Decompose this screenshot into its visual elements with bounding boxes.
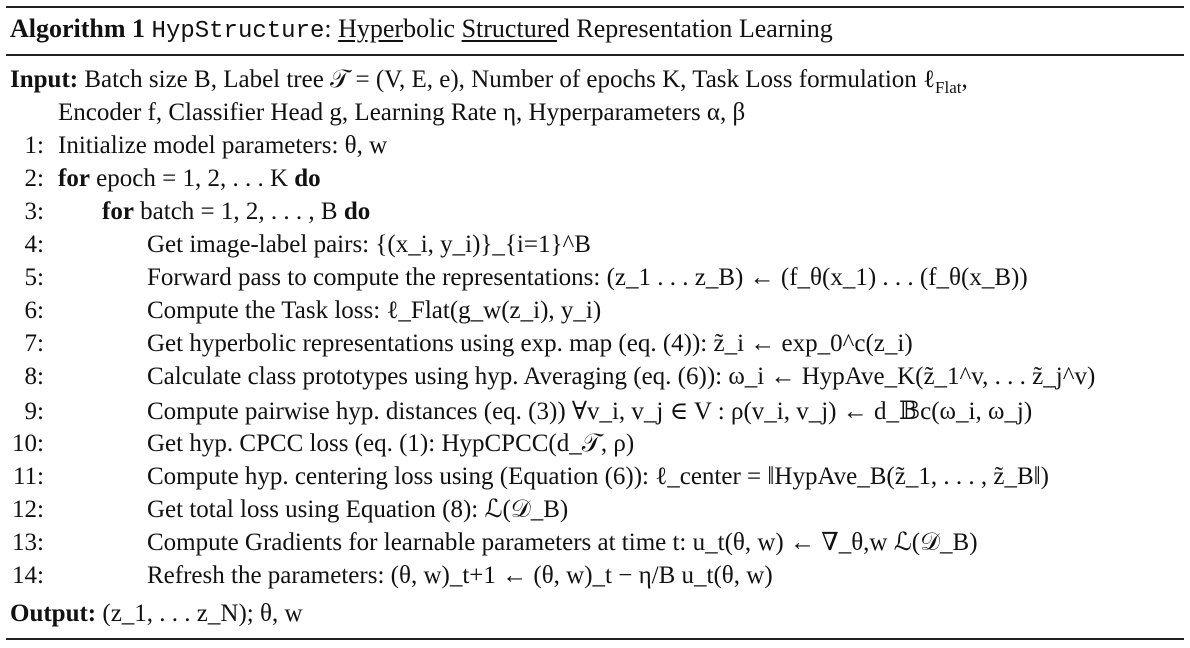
title-colon: : xyxy=(324,14,332,43)
step-number: 7: xyxy=(24,330,44,357)
input-line-2: Encoder f, Classifier Head g, Learning Rate η, Hyperparameters α, β xyxy=(58,99,746,126)
step-number: 9: xyxy=(24,398,44,425)
step-number: 11: xyxy=(12,463,44,490)
step-text: Get image-label pairs: {(x_i, y_i)}_{i=1}^B xyxy=(147,231,591,258)
step-text: Get hyp. CPCC loss (eq. (1): HypCPCC(d_𝒯, ρ) xyxy=(147,430,635,457)
title-bolic: bolic xyxy=(403,14,456,43)
step-text: Calculate class prototypes using hyp. Averaging (eq. (6)): ω_i ← HypAve_K(z̃_1^v, . . . z̃_j^v) xyxy=(147,363,1096,390)
step-number: 3: xyxy=(24,198,44,225)
step-text: for epoch = 1, 2, . . . K do xyxy=(58,165,321,192)
step-number: 14: xyxy=(12,562,44,589)
step-text: Get total loss using Equation (8): ℒ(𝒟_B) xyxy=(147,496,569,523)
input-text-1: Batch size B, Label tree 𝒯 = (V, E, e), Number of epochs K, Task Loss formulation ℓ xyxy=(84,66,936,93)
output-text: (z_1, . . . z_N); θ, w xyxy=(102,600,303,627)
step-number: 4: xyxy=(24,231,44,258)
input-label: Input: xyxy=(10,66,79,93)
step-number: 10: xyxy=(12,430,44,457)
step-text: Get hyperbolic representations using exp. map (eq. (4)): z̃_i ← exp_0^c(z_i) xyxy=(147,330,913,357)
title-hyper: Hyper xyxy=(338,14,404,43)
step-text: Compute pairwise hyp. distances (eq. (3)) ∀v_i, v_j ∈ V : ρ(v_i, v_j) ← d_𝔹c(ω_i, ω_j) xyxy=(147,398,1033,425)
step-number: 6: xyxy=(24,297,44,324)
mid-rule xyxy=(6,54,1184,56)
output-line xyxy=(10,598,303,630)
title-structure: Structure xyxy=(461,14,557,43)
algorithm-label: Algorithm 1 xyxy=(10,14,146,43)
step-number: 5: xyxy=(24,264,44,291)
step-text: for batch = 1, 2, . . . , B do xyxy=(102,198,371,225)
algorithm-name: HypStructure xyxy=(151,18,325,45)
step-number: 13: xyxy=(12,529,44,556)
title-rest: d Representation Learning xyxy=(556,14,833,43)
step-number: 2: xyxy=(24,165,44,192)
algorithm-title xyxy=(10,12,833,49)
bottom-rule xyxy=(6,638,1184,640)
step-text: Forward pass to compute the representations: (z_1 . . . z_B) ← (f_θ(x_1) . . . (f_θ(x_B)) xyxy=(147,264,1028,291)
step-number: 12: xyxy=(12,496,44,523)
input-text-1-end: , xyxy=(961,66,968,93)
step-text: Compute hyp. centering loss using (Equation (6)): ℓ_center = ‖HypAve_B(z̃_1, . . . , z̃_B‖) xyxy=(147,463,1049,490)
step-text: Refresh the parameters: (θ, w)_t+1 ← (θ, w)_t − η/B u_t(θ, w) xyxy=(147,562,773,589)
output-label: Output: xyxy=(10,600,97,627)
step-number: 1: xyxy=(24,132,44,159)
top-rule xyxy=(6,6,1184,8)
step-text: Compute Gradients for learnable parameters at time t: u_t(θ, w) ← ∇_θ,w ℒ(𝒟_B) xyxy=(147,529,978,556)
step-text: Compute the Task loss: ℓ_Flat(g_w(z_i), y_i) xyxy=(147,297,602,324)
step-number: 8: xyxy=(24,363,44,390)
input-text-1-sub: Flat xyxy=(935,77,962,97)
step-text: Initialize model parameters: θ, w xyxy=(58,132,388,159)
